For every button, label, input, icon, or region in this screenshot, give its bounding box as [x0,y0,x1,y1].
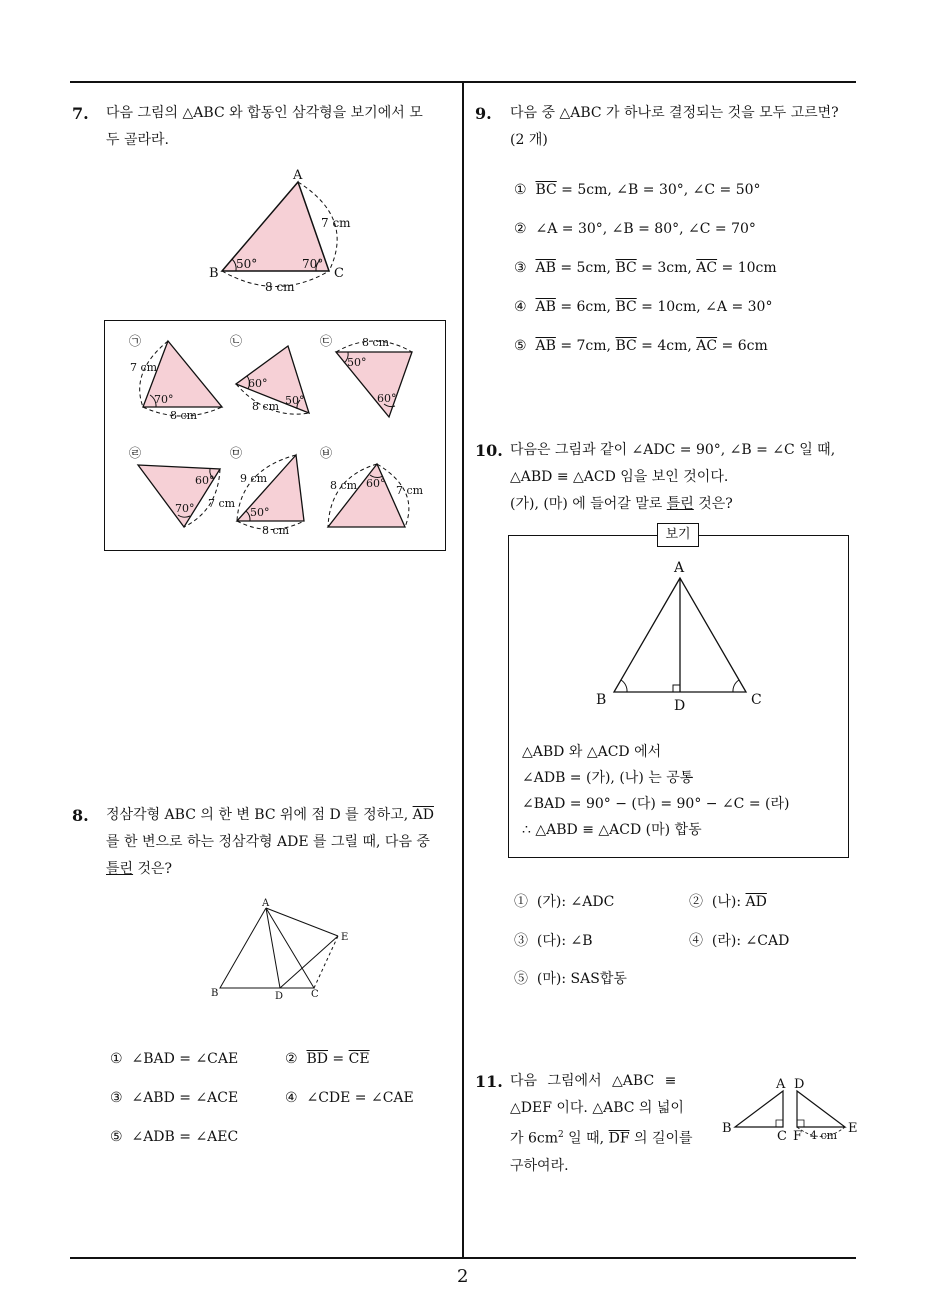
q10-number: 10. [475,441,503,460]
choice4-angle2: 70° [175,502,195,515]
q8-opt1-mark: ① [110,1051,123,1067]
q10-line3b: 것은? [693,496,733,512]
choice6-side1: 8 cm [330,479,358,492]
choice4-side: 7 cm [208,497,236,510]
q11-line3a: 가 6cm [510,1130,558,1147]
q8-label-D: D [275,991,284,1002]
q7-label-A: A [293,168,303,183]
q9-number: 9. [475,104,492,123]
q7-line2: 두 골라라. [106,132,169,148]
q10-opt2-text: (나): [711,894,746,910]
q8-wrong-word: 틀린 [106,861,134,877]
q9-opt1-seg: $\overline{BC}$ [535,182,557,198]
q10-box-label: 보기 [657,523,699,547]
q11-label-F: F [793,1129,803,1144]
choice5-side2: 8 cm [262,524,290,537]
q8-line2: 를 한 변으로 하는 정삼각형 ADE 를 그릴 때, 다음 중 [106,834,430,850]
q11-line2: △DEF 이다. △ABC 의 넓이 [510,1100,684,1116]
q10-opt1-mark: ① [514,894,528,910]
q8-opt5-mark: ⑤ [110,1129,123,1145]
q10-proof-line-4: ∴ △ABD ≡ △ACD (마) 합동 [522,822,702,838]
q11-label-D: D [794,1077,805,1092]
choice4-angle1: 60° [195,474,215,487]
q9-opt4-end: = 10cm, ∠A = 30° [636,299,773,315]
q8-label-B: B [211,988,219,999]
q9-opt3-mid1: = 5cm, [555,260,616,276]
q9-opt2-rest: ∠A = 30°, ∠B = 80°, ∠C = 70° [535,221,756,237]
q9-opt5-seg3: $\overline{AC}$ [696,338,718,354]
q10-opt2-seg: $\overline{AD}$ [745,894,767,910]
q11-length: 4 cm [810,1129,838,1142]
q8-opt2-eq: = [327,1051,349,1067]
q10-line2: △ABD ≡ △ACD 임을 보인 것이다. [510,469,729,485]
q11-label-B: B [722,1121,732,1136]
choice3-marker: ㉢ [320,334,333,348]
q8-opt4-mark: ④ [285,1090,298,1106]
choice6-angle: 60° [366,477,386,490]
q9-opt1-rest: = 5cm, ∠B = 30°, ∠C = 50° [556,182,761,198]
q8-opt2-seg1: $\overline{BD}$ [306,1051,328,1067]
q8-opt4-text: ∠CDE = ∠CAE [306,1090,414,1106]
q8-number: 8. [72,806,89,825]
q9-opt5-seg1: $\overline{AB}$ [535,338,556,354]
q10-label-A: A [674,560,685,576]
q9-line1: 다음 중 △ABC 가 하나로 결정되는 것을 모두 고르면? [510,105,839,121]
q11-sup: 2 [558,1130,564,1140]
q9-opt5-mark: ⑤ [514,338,527,354]
choice2-side: 8 cm [252,400,280,413]
q9-opt3-mark: ③ [514,260,527,276]
choice3-angle1: 50° [347,356,367,369]
q8-seg-AD: $\overline{AD}$ [412,807,434,823]
q7-label-B: B [209,266,219,281]
choice1-side2: 8 cm [170,409,198,422]
q7-number: 7. [72,104,89,123]
q11-line4: 구하여라. [510,1157,569,1174]
q9-opt3-seg1: $\overline{AB}$ [535,260,556,276]
q10-opt3-text: (다): ∠B [536,933,593,949]
choice6-marker: ㉥ [320,446,333,460]
q8-label-E: E [341,932,349,943]
q8-opt3-mark: ③ [110,1090,123,1106]
q10-label-C: C [751,692,762,708]
q11-label-A: A [776,1077,786,1092]
q10-opt2-mark: ② [689,894,703,910]
q11-label-E: E [848,1121,858,1136]
q7-angle-C: 70° [302,257,324,271]
choice1-marker: ㉠ [129,334,142,348]
q10-opt5-text: (마): SAS합동 [536,971,627,987]
q10-line1: 다음은 그림과 같이 ∠ADC = 90°, ∠B = ∠C 일 때, [510,442,836,458]
q8-opt2-mark: ② [285,1051,298,1067]
q10-opt1-text: (가): ∠ADC [536,894,615,910]
q10-opt4-text: (라): ∠CAD [711,933,790,949]
q8-label-A: A [262,898,270,909]
q10-proof-line-1: △ABD 와 △ACD 에서 [522,744,662,760]
q9-opt4-seg1: $\overline{AB}$ [535,299,556,315]
q9-opt3-seg3: $\overline{AC}$ [696,260,718,276]
q9-opt3-seg2: $\overline{BC}$ [615,260,637,276]
q10-line3a: (가), (마) 에 들어갈 말로 [510,496,667,512]
q7-line1: 다음 그림의 △ABC 와 합동인 삼각형을 보기에서 모 [106,105,423,121]
choice3-side: 8 cm [362,336,390,349]
choice5-angle: 50° [250,506,270,519]
choice1-angle: 70° [154,393,174,406]
q8-opt3-text: ∠ABD = ∠ACE [131,1090,239,1106]
choice3-angle2: 60° [377,392,397,405]
choice2-angle1: 60° [248,377,268,390]
q7-label-C: C [334,266,344,281]
page-number: 2 [457,1266,469,1287]
choice4-marker: ㉣ [129,446,142,460]
q8-opt2-seg2: $\overline{CE}$ [348,1051,370,1067]
q10-proof-line-2: ∠ADB = (가), (나) 는 공통 [522,770,694,786]
q9-opt5-end: = 6cm [717,338,768,354]
q9-opt1-mark: ① [514,182,527,198]
choice6-side2: 7 cm [396,484,424,497]
q8-label-C: C [311,989,319,1000]
choice2-marker: ㉡ [230,334,243,348]
choice5-side1: 9 cm [240,472,268,485]
q9-opt5-mid2: = 4cm, [636,338,697,354]
choice2-angle2: 50° [285,394,305,407]
q8-opt1-text: ∠BAD = ∠CAE [131,1051,239,1067]
q8-line3: 것은? [133,861,173,877]
q8-line1: 정삼각형 ABC 의 한 변 BC 위에 점 D 를 정하고, [106,807,409,823]
q9-opt4-mark: ④ [514,299,527,315]
q9-opt3-end: = 10cm [717,260,777,276]
q7-angle-B: 50° [236,257,258,271]
choice5-marker: ㉤ [230,446,243,460]
q11-label-C: C [777,1129,787,1144]
q11-line3b: 일 때, [563,1130,609,1147]
q10-label-D: D [674,698,686,714]
q9-line2: (2 개) [510,132,548,148]
q8-opt5-text: ∠ADB = ∠AEC [131,1129,239,1145]
q7-side-BC: 8 cm [265,280,295,294]
q11-line3c: 의 길이를 [629,1130,693,1147]
q9-opt2-mark: ② [514,221,527,237]
q11-line1: 다음 그림에서 △ABC ≡ [510,1073,677,1089]
q10-opt4-mark: ④ [689,933,703,949]
q9-opt4-seg2: $\overline{BC}$ [615,299,637,315]
q7-side-AC: 7 cm [321,216,351,230]
q9-opt4-mid1: = 6cm, [555,299,616,315]
q11-number: 11. [475,1072,503,1091]
q9-opt5-mid1: = 7cm, [555,338,616,354]
q9-opt5-seg2: $\overline{BC}$ [615,338,637,354]
q10-label-B: B [596,692,607,708]
q10-opt3-mark: ③ [514,933,528,949]
q11-seg-DF: $\overline{DF}$ [608,1130,630,1147]
q10-wrong-word: 틀린 [666,496,694,512]
q10-proof-line-3: ∠BAD = 90° − (다) = 90° − ∠C = (라) [522,796,790,812]
q10-opt5-mark: ⑤ [514,971,528,987]
choice1-side1: 7 cm [130,361,158,374]
q9-opt3-mid2: = 3cm, [636,260,697,276]
